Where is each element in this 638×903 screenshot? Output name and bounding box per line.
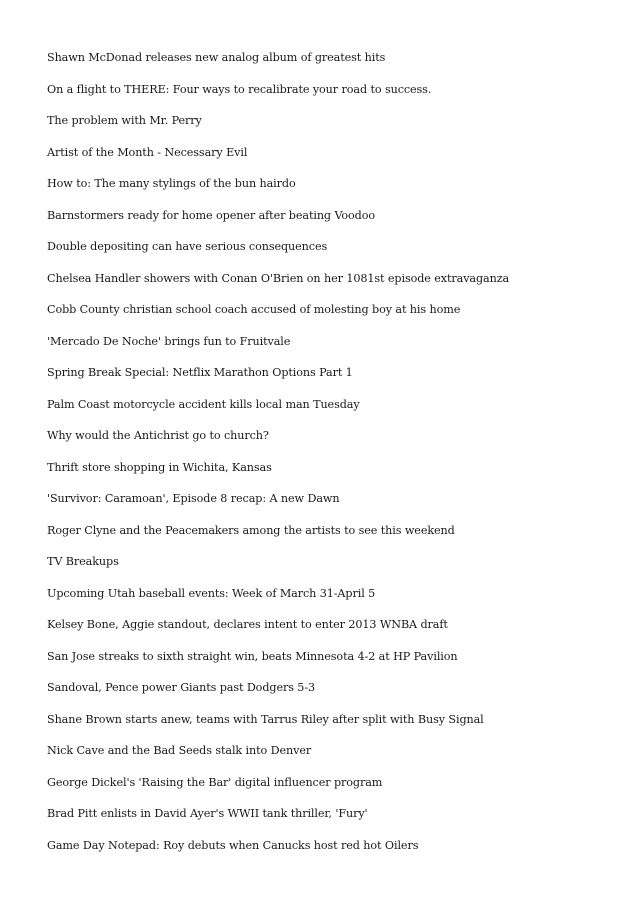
headline-item: Barnstormers ready for home opener after beating Voodoo xyxy=(47,208,376,222)
headline-item: Sandoval, Pence power Giants past Dodgers 5-3 xyxy=(47,681,316,694)
headline-item: Why would the Antichrist go to church? xyxy=(47,429,269,442)
headline-item: Double depositing can have serious consequences xyxy=(47,240,328,253)
headline-item: San Jose streaks to sixth straight win, beats Minnesota 4-2 at HP Pavilion xyxy=(47,649,458,663)
headline-item: Artist of the Month - Necessary Evil xyxy=(47,145,248,159)
headline-item: Palm Coast motorcycle accident kills local man Tuesday xyxy=(47,397,360,411)
headline-item: Brad Pitt enlists in David Ayer's WWII tank thriller, 'Fury' xyxy=(47,807,368,820)
headline-item: TV Breakups xyxy=(47,555,119,568)
headline-list xyxy=(47,49,617,868)
headline-item: George Dickel's 'Raising the Bar' digital influencer program xyxy=(47,775,383,789)
headline-item: 'Mercado De Noche' brings fun to Fruitvale xyxy=(47,334,291,348)
headline-item: Kelsey Bone, Aggie standout, declares intent to enter 2013 WNBA draft xyxy=(47,618,448,631)
headline-item: Chelsea Handler showers with Conan O'Brien on her 1081st episode extravaganza xyxy=(47,271,510,285)
headline-item: Upcoming Utah baseball events: Week of March 31-April 5 xyxy=(47,586,376,600)
headline-item: On a flight to THERE: Four ways to recalibrate your road to success. xyxy=(47,82,432,96)
headline-item: Roger Clyne and the Peacemakers among the artists to see this weekend xyxy=(47,523,455,537)
headline-item: 'Survivor: Caramoan', Episode 8 recap: A new Dawn xyxy=(47,492,340,505)
headline-item: Thrift store shopping in Wichita, Kansas xyxy=(47,460,272,474)
headline-item: How to: The many stylings of the bun hairdo xyxy=(47,177,296,190)
headline-item: Cobb County christian school coach accused of molesting boy at his home xyxy=(47,303,461,316)
headline-item: Game Day Notepad: Roy debuts when Canucks host red hot Oilers xyxy=(47,838,419,852)
headline-item: The problem with Mr. Perry xyxy=(47,114,202,127)
headline-item: Shane Brown starts anew, teams with Tarrus Riley after split with Busy Signal xyxy=(47,712,484,726)
headline-item: Spring Break Special: Netflix Marathon Options Part 1 xyxy=(47,366,353,379)
headline-item: Shawn McDonad releases new analog album of greatest hits xyxy=(47,51,386,64)
headline-item: Nick Cave and the Bad Seeds stalk into Denver xyxy=(47,744,312,757)
